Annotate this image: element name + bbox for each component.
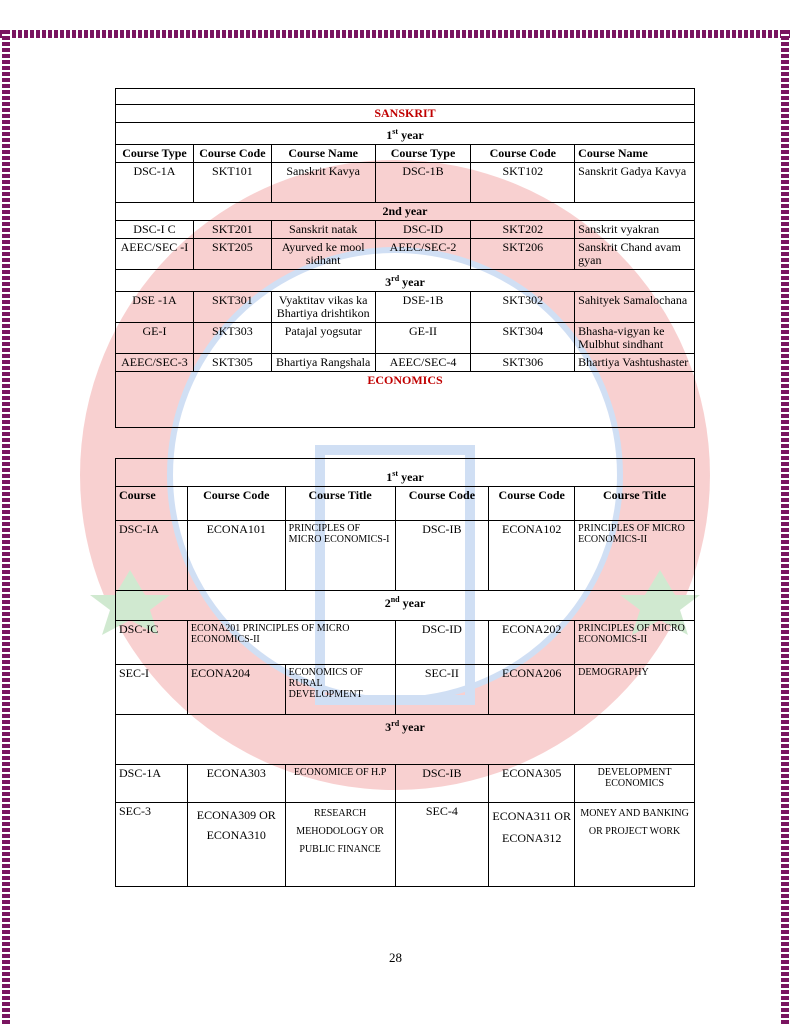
table-cell: DSC-1A	[116, 163, 194, 203]
year-label: 3rd year	[116, 715, 695, 765]
page-number: 28	[389, 950, 402, 965]
year-label: 1st year	[116, 459, 695, 487]
table-cell: SKT304	[471, 323, 575, 354]
table-cell: Sanskrit Gadya Kavya	[575, 163, 695, 203]
table-cell: SKT202	[471, 221, 575, 239]
table-cell: DSC-ID	[375, 221, 471, 239]
table-cell: SEC-II	[395, 665, 489, 715]
table-cell: ECONOMICS OF RURAL DEVELOPMENT	[285, 665, 395, 715]
table-cell: SKT101	[193, 163, 271, 203]
column-header: Course Code	[187, 487, 285, 521]
table-cell: DSC-IB	[395, 521, 489, 591]
table-cell: SKT206	[471, 239, 575, 270]
column-header: Course Name	[271, 145, 375, 163]
table-cell: GE-I	[116, 323, 194, 354]
table-row	[116, 715, 695, 765]
table-cell: SKT201	[193, 221, 271, 239]
table-cell: SKT305	[193, 354, 271, 372]
table-row	[116, 591, 695, 621]
column-header: Course Code	[471, 145, 575, 163]
table-cell: Sanskrit vyakran	[575, 221, 695, 239]
year-label: 2nd year	[116, 203, 695, 221]
section-title-sanskrit: SANSKRIT	[116, 105, 695, 123]
economics-table	[115, 458, 695, 887]
table-cell: SKT302	[471, 292, 575, 323]
table-cell: ECONA311 OR ECONA312	[489, 803, 575, 887]
table-row	[116, 292, 695, 323]
column-header: Course Code	[395, 487, 489, 521]
table-header-row	[116, 487, 695, 521]
table-cell: SKT303	[193, 323, 271, 354]
table-row	[116, 89, 695, 105]
column-header: Course Name	[575, 145, 695, 163]
table-cell: ECONA101	[187, 521, 285, 591]
table-cell: ECONA303	[187, 765, 285, 803]
table-cell: ECONA305	[489, 765, 575, 803]
table-cell: DSE-1B	[375, 292, 471, 323]
table-cell: ECONA204	[187, 665, 285, 715]
table-cell: Ayurved ke mool sidhant	[271, 239, 375, 270]
table-row	[116, 221, 695, 239]
table-cell: PRINCIPLES OF MICRO ECONOMICS-I	[285, 521, 395, 591]
table-cell: SEC-I	[116, 665, 188, 715]
table-row	[116, 621, 695, 665]
table-row	[116, 270, 695, 292]
table-row	[116, 123, 695, 145]
table-row	[116, 239, 695, 270]
table-cell: AEEC/SEC-2	[375, 239, 471, 270]
table-cell: ECONA102	[489, 521, 575, 591]
table-cell: SKT301	[193, 292, 271, 323]
table-cell: ECONA201 PRINCIPLES OF MICRO ECONOMICS-II	[187, 621, 395, 665]
table-cell: DSC-IB	[395, 765, 489, 803]
column-header: Course Code	[489, 487, 575, 521]
table-row	[116, 372, 695, 428]
table-cell: Bhasha-vigyan ke Mulbhut sindhant	[575, 323, 695, 354]
table-row	[116, 803, 695, 887]
table-row	[116, 459, 695, 487]
table-cell: SEC-4	[395, 803, 489, 887]
table-cell: Sanskrit natak	[271, 221, 375, 239]
decorative-border-top	[0, 30, 791, 38]
table-cell: AEEC/SEC-4	[375, 354, 471, 372]
year-label: 3rd year	[116, 270, 695, 292]
table-row	[116, 105, 695, 123]
table-cell: ECONA206	[489, 665, 575, 715]
table-cell: MONEY AND BANKING OR PROJECT WORK	[575, 803, 695, 887]
table-row	[116, 354, 695, 372]
table-cell: Sanskrit Chand avam gyan	[575, 239, 695, 270]
table-cell: DSE -1A	[116, 292, 194, 323]
table-cell: DSC-1B	[375, 163, 471, 203]
table-header-row	[116, 145, 695, 163]
column-header: Course Title	[285, 487, 395, 521]
table-cell: Vyaktitav vikas ka Bhartiya drishtikon	[271, 292, 375, 323]
table-cell: Sanskrit Kavya	[271, 163, 375, 203]
table-row	[116, 203, 695, 221]
table-cell: SKT306	[471, 354, 575, 372]
table-cell: DEVELOPMENT ECONOMICS	[575, 765, 695, 803]
table-cell: ECONA309 OR ECONA310	[187, 803, 285, 887]
section-title-economics: ECONOMICS	[116, 372, 695, 428]
table-cell: DSC-1A	[116, 765, 188, 803]
decorative-border-right	[781, 30, 789, 1024]
table-row	[116, 323, 695, 354]
table-cell: Bhartiya Vashtushaster	[575, 354, 695, 372]
column-header: Course Title	[575, 487, 695, 521]
year-label: 2nd year	[116, 591, 695, 621]
table-cell: AEEC/SEC-3	[116, 354, 194, 372]
column-header: Course	[116, 487, 188, 521]
table-row	[116, 665, 695, 715]
table-cell: GE-II	[375, 323, 471, 354]
decorative-border-left	[2, 30, 10, 1024]
table-row	[116, 765, 695, 803]
table-cell: DSC-ID	[395, 621, 489, 665]
table-cell: DEMOGRAPHY	[575, 665, 695, 715]
column-header: Course Code	[193, 145, 271, 163]
table-cell: PRINCIPLES OF MICRO ECONOMICS-II	[575, 521, 695, 591]
column-header: Course Type	[375, 145, 471, 163]
sanskrit-table	[115, 88, 695, 428]
table-cell: RESEARCH MEHODOLOGY OR PUBLIC FINANCE	[285, 803, 395, 887]
table-cell: ECONA202	[489, 621, 575, 665]
year-label: 1st year	[116, 123, 695, 145]
table-row	[116, 521, 695, 591]
table-cell: AEEC/SEC -I	[116, 239, 194, 270]
table-cell: DSC-I C	[116, 221, 194, 239]
table-cell: Bhartiya Rangshala	[271, 354, 375, 372]
table-cell: SEC-3	[116, 803, 188, 887]
table-cell: Sahityek Samalochana	[575, 292, 695, 323]
table-cell: SKT102	[471, 163, 575, 203]
table-cell: Patajal yogsutar	[271, 323, 375, 354]
table-row	[116, 163, 695, 203]
table-cell: DSC-IA	[116, 521, 188, 591]
table-cell: DSC-IC	[116, 621, 188, 665]
column-header: Course Type	[116, 145, 194, 163]
table-cell: PRINCIPLES OF MICRO ECONOMICS-II	[575, 621, 695, 665]
table-cell: ECONOMICE OF H.P	[285, 765, 395, 803]
table-cell: SKT205	[193, 239, 271, 270]
